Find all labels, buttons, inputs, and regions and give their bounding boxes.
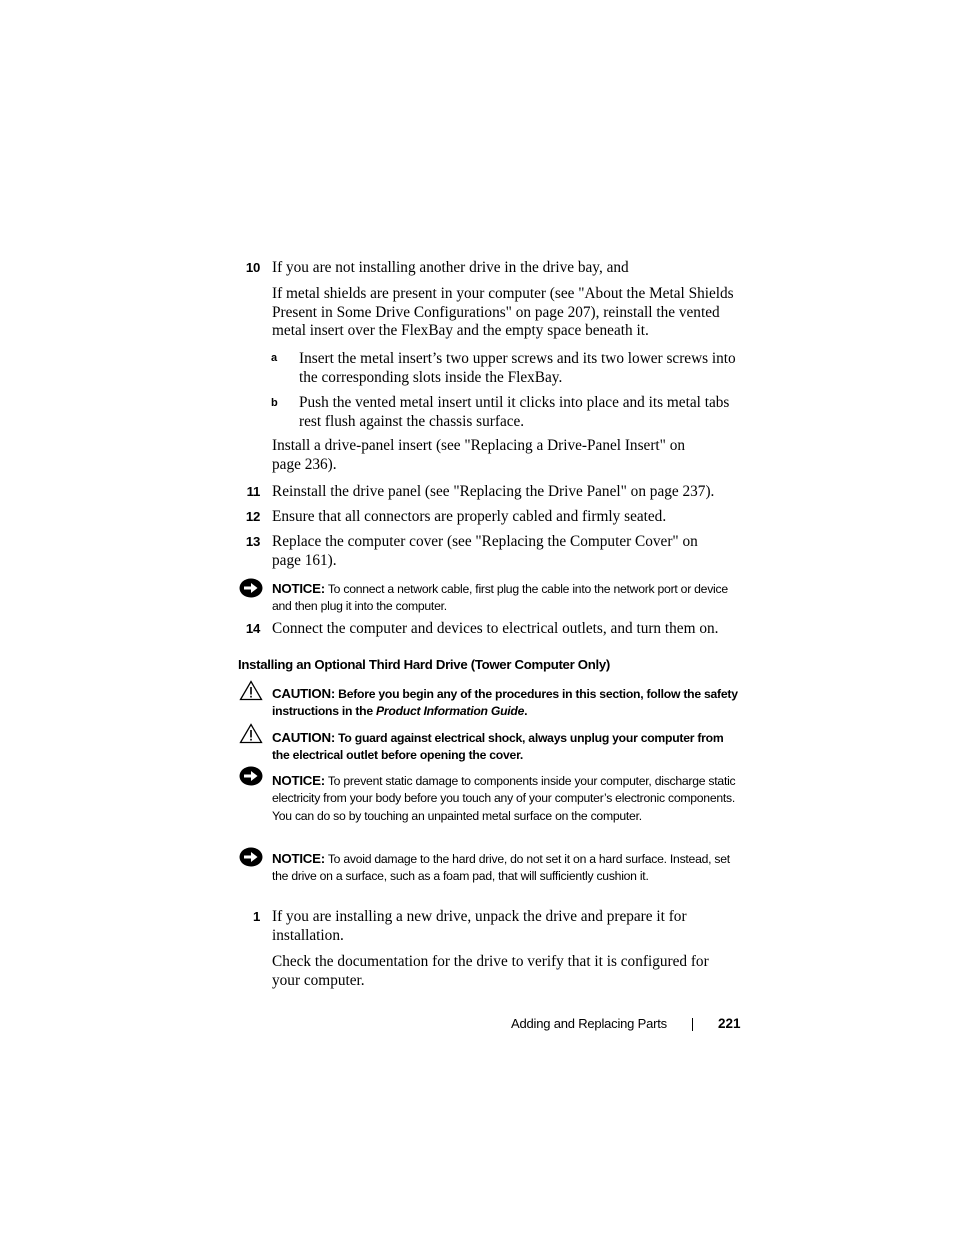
step-text: If you are not installing another drive in the drive bay, and: [272, 259, 629, 276]
step-number: 13: [245, 534, 260, 549]
notice: [272, 850, 742, 886]
step-number: 11: [246, 484, 260, 499]
caution: [272, 729, 742, 765]
notice-arrow-icon: [239, 766, 263, 786]
step-number: 10: [245, 260, 260, 275]
substep-text: Push the vented metal insert until it clicks into place and its metal tabs rest flush against the chassis surface.: [299, 394, 730, 430]
caution-triangle-icon: [239, 680, 263, 701]
notice: [272, 580, 742, 616]
notice-label: NOTICE:: [272, 581, 325, 596]
caution-label: CAUTION:: [272, 730, 335, 745]
notice-text: To connect a network cable, first plug the cable into the network port or device and then plug it into the computer.: [272, 582, 728, 614]
step-text: Replace the computer cover (see "Replacing the Computer Cover" on page 161).: [272, 533, 698, 569]
footer-section-title: Adding and Replacing Parts: [511, 1016, 667, 1031]
notice-label: NOTICE:: [272, 851, 325, 866]
step-paragraph: If metal shields are present in your computer (see "About the Metal Shields Present in Some Drive Configurations" on page 207), reinstall the vented metal insert over the FlexBay and the empty space beneath it.: [272, 285, 734, 339]
step-number: 12: [245, 509, 260, 524]
step-paragraph: Check the documentation for the drive to verify that it is configured for your computer.: [272, 953, 709, 989]
step-number: 14: [245, 621, 260, 636]
caution-label: CAUTION:: [272, 686, 335, 701]
caution-text-end: .: [524, 704, 528, 719]
step-paragraph: Install a drive-panel insert (see "Replacing a Drive-Panel Insert" on page 236).: [272, 437, 686, 473]
substep-label: b: [271, 397, 278, 409]
caution: [272, 685, 742, 721]
notice-arrow-icon: [239, 578, 263, 598]
notice-text: To avoid damage to the hard drive, do not set it on a hard surface. Instead, set the drive on a surface, such as a foam pad, that will sufficiently cushion it.: [272, 852, 730, 884]
step-text: Ensure that all connectors are properly cabled and firmly seated.: [272, 508, 667, 525]
caution-emphasis: Product Information Guide: [376, 704, 525, 719]
caution-text: To guard against electrical shock, always unplug your computer from the electrical outlet before opening the cover.: [272, 731, 724, 763]
substep-label: a: [271, 352, 278, 364]
footer-divider: [692, 1018, 693, 1031]
step-text: Connect the computer and devices to electrical outlets, and turn them on.: [272, 620, 719, 637]
step-text: Reinstall the drive panel (see "Replacing the Drive Panel" on page 237).: [272, 483, 715, 500]
step-text: If you are installing a new drive, unpack the drive and prepare it for installation.: [272, 908, 687, 944]
caution-text: Before you begin any of the procedures in this section, follow the safety instructions in the: [272, 687, 738, 719]
notice-text: To prevent static damage to components inside your computer, discharge static electricity from your body before you touch any of your computer’s electronic components. You can do so by touching an unpainted metal surface on the computer.: [272, 774, 736, 823]
notice: [272, 772, 742, 825]
page-number: 221: [718, 1016, 741, 1031]
notice-arrow-icon: [239, 847, 263, 867]
section-heading: Installing an Optional Third Hard Drive (Tower Computer Only): [238, 657, 610, 672]
step-number: 1: [252, 909, 260, 924]
caution-triangle-icon: [239, 723, 263, 744]
substep-text: Insert the metal insert’s two upper screws and its two lower screws into the corresponding slots inside the FlexBay.: [299, 350, 736, 386]
notice-label: NOTICE:: [272, 773, 325, 788]
